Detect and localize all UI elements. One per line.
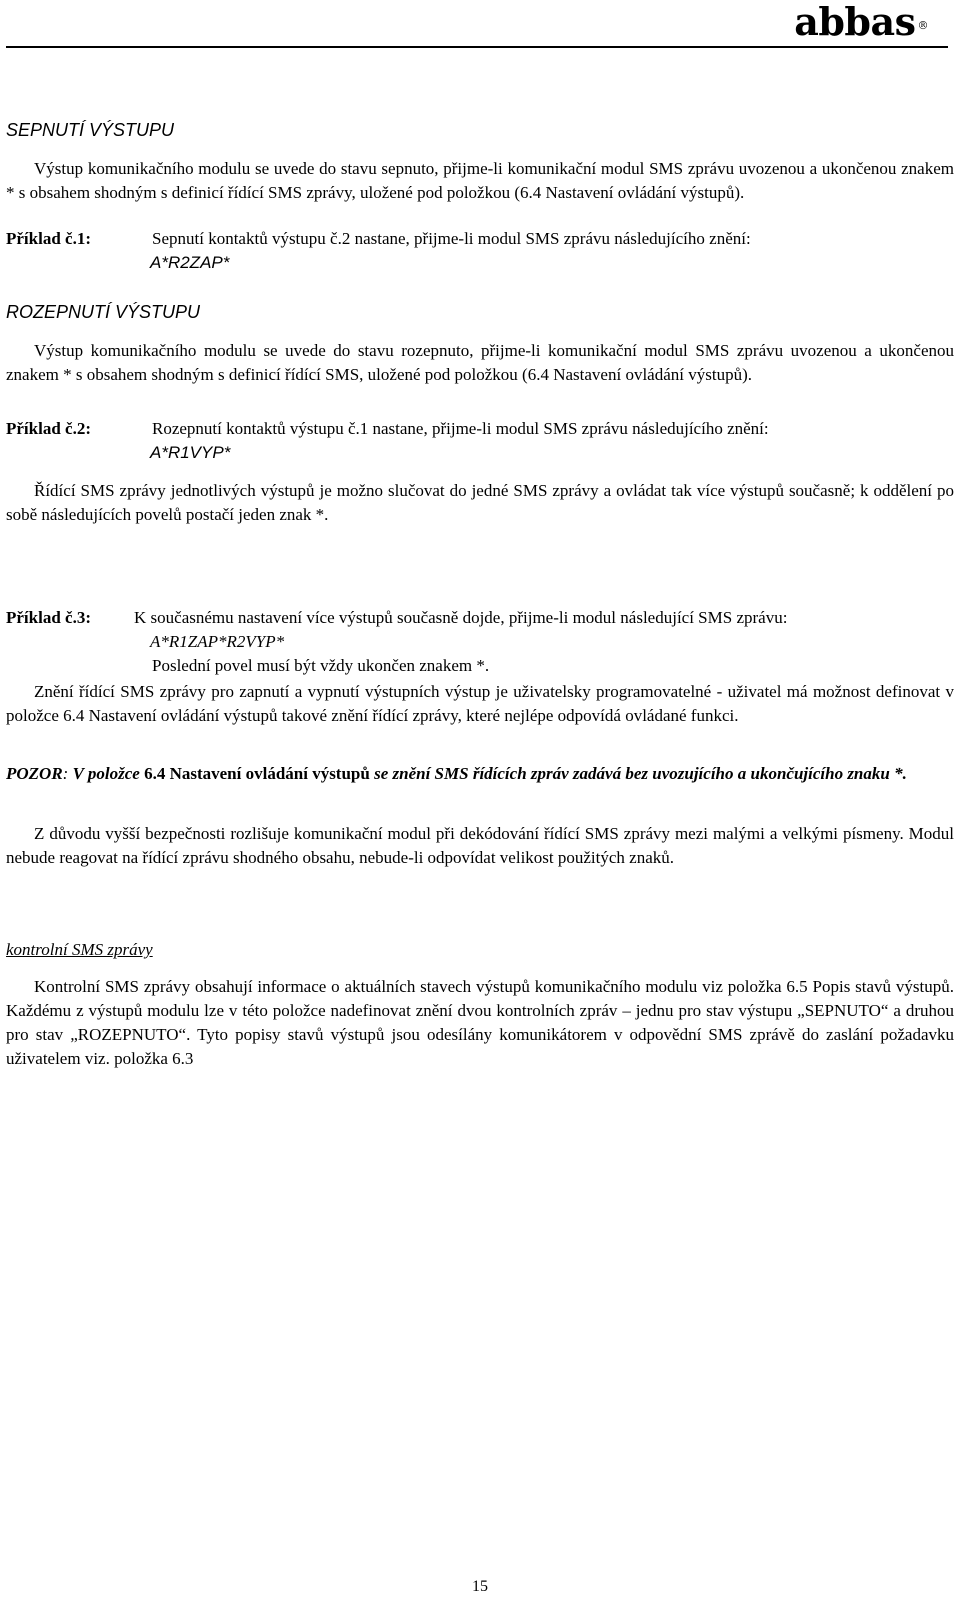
registered-mark: ®	[917, 19, 928, 32]
example-code-3: A*R1ZAP*R2VYP*	[150, 632, 285, 651]
warning-v: V položce	[72, 764, 140, 783]
example-label-2: Příklad č.2:	[6, 419, 91, 438]
section-title-kontrolni: kontrolní SMS zprávy	[6, 940, 153, 959]
example-note-3: Poslední povel musí být vždy ukončen znakem *.	[152, 656, 490, 675]
warning-tail: se znění SMS řídících zpráv zadává bez uvozujícího a ukončujícího znaku *.	[369, 764, 907, 783]
example-label-1: Příklad č.1:	[6, 229, 91, 248]
section-title-rozepnuti: ROZEPNUTÍ VÝSTUPU	[6, 302, 201, 322]
paragraph-rozepnuti: Výstup komunikačního modulu se uvede do stavu rozepnuto, přijme-li komunikační modul SMS zprávu uvozenou a ukončenou znakem * s obsahem shodným s definicí řídící SMS, uložené pod položkou (6.4 Nastavení ovládání výstupů).	[6, 341, 954, 384]
warning-colon: :	[62, 764, 73, 783]
warning-paragraph	[6, 762, 954, 786]
page-number: 15	[472, 1578, 488, 1595]
paragraph-sepnuti: Výstup komunikačního modulu se uvede do stavu sepnuto, přijme-li komunikační modul SMS zprávu uvozenou a ukončenou znakem * s obsahem shodným s definicí řídící SMS zprávy, uložené pod položkou (6.4 Nastavení ovládání výstupů).	[6, 159, 954, 202]
example-text-2: Rozepnutí kontaktů výstupu č.1 nastane, přijme-li modul SMS zprávu následujícího znění:	[152, 419, 769, 438]
example-text-3: K současnému nastavení více výstupů současně dojde, přijme-li modul následující SMS zprávu:	[134, 608, 788, 627]
section-title-sepnuti: SEPNUTÍ VÝSTUPU	[6, 120, 175, 140]
paragraph-case-sensitive: Z důvodu vyšší bezpečnosti rozlišuje komunikační modul při dekódování řídící SMS zprávy mezi malými a velkými písmeny. Modul nebude reagovat na řídící zprávu shodného obsahu, nebude-li odpovídat velikost použitých znaků.	[6, 824, 954, 867]
paragraph-programmable: Znění řídící SMS zprávy pro zapnutí a vypnutí výstupních výstup je uživatelsky programovatelné - uživatel má možnost definovat v položce 6.4 Nastavení ovládání výstupů takové znění řídící zprávy, které nejlépe odpovídá ovládané funkci.	[6, 682, 954, 725]
warning-label: POZOR	[6, 764, 63, 783]
example-code-2: A*R1VYP*	[150, 443, 231, 462]
logo-text: abbas	[794, 0, 916, 44]
paragraph-kontrolni: Kontrolní SMS zprávy obsahují informace o aktuálních stavech výstupů komunikačního modulu viz položka 6.5 Popis stavů výstupů. Každému z výstupů modulu lze v této položce nadefinovat znění dvou kontrolních zpráv – jednu pro stav výstupu „SEPNUTO“ a druhou pro stav „ROZEPNUTO“. Tyto popisy stavů výstupů jsou odesílány komunikátorem v odpovědní SMS zprávě do zaslání požadavku uživatelem viz. položka 6.3	[6, 977, 954, 1068]
example-text-1: Sepnutí kontaktů výstupu č.2 nastane, přijme-li modul SMS zprávu následujícího znění:	[152, 229, 751, 248]
warning-ref: 6.4 Nastavení ovládání výstupů	[139, 764, 370, 783]
paragraph-combine: Řídící SMS zprávy jednotlivých výstupů je možno slučovat do jedné SMS zprávy a ovládat tak více výstupů současně; k oddělení po sobě následujících povelů postačí jeden znak *.	[6, 481, 954, 524]
header-rule	[6, 46, 948, 48]
example-code-1: A*R2ZAP*	[150, 253, 230, 272]
example-label-3: Příklad č.3:	[6, 608, 91, 627]
company-logo	[794, 2, 926, 42]
